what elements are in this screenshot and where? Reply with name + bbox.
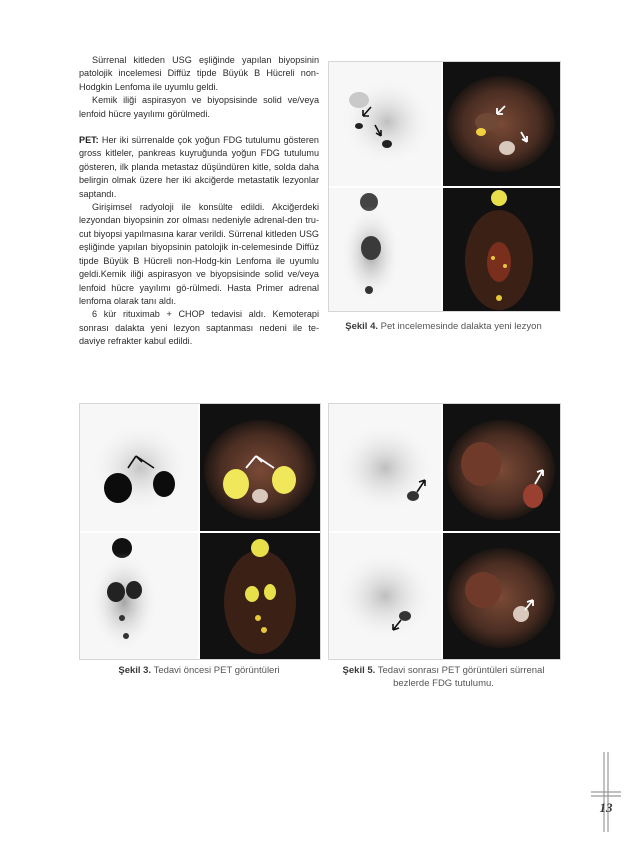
paragraph: Sürrenal kitleden USG eşliğinde yapılan biyopsinin patolojik incelemesi Diffüz tipde Büyük B Hücreli non-Hodgkin Lenfoma ile uyumlu geldi. [79, 55, 319, 92]
figure-3-label: Şekil 3. [118, 665, 152, 676]
figure-4-caption [328, 320, 559, 333]
figure-3-caption [79, 664, 319, 677]
figure-4-caption-text: Pet incelemesinde dalakta yeni lezyon [378, 321, 542, 332]
page-number: 13 [599, 800, 613, 815]
paragraph: Girişimsel radyoloji ile konsülte edildi. Akciğerdeki lezyondan biyopsinin zor olması nedeniyle adrenal-den tru-cut biyopsi yapılmasına karar verildi. Sürrenal kitleden USG eşliğinde yapılan biyopsinin patolojik in-celemesinde Diffüz tipde Büyük B Hücreli non-Hodg-kin Lenfoma ile uyumlu geldi.Kemik iliği aspirasyon ve biyopsisinde solid ve/veya lenfoid hücre yayılımı gö-rülmedi. Hasta Primer adrenal lenfoma olarak tanı aldı. [79, 202, 319, 306]
figure-5-caption [328, 664, 559, 690]
figure-5-caption-text: Tedavi sonrası PET görüntüleri sürrenal bezlerde FDG tutulumu. [375, 665, 545, 689]
paragraph: 6 kür rituximab + CHOP tedavisi aldı. Kemoterapi sonrası dalakta yeni lezyon saptanması nedeni ile te-daviye refrakter kabul edildi. [79, 309, 319, 347]
pet-paragraph [79, 134, 319, 201]
body-text [79, 54, 319, 349]
pet-label: PET: [79, 135, 99, 146]
page-marker-icon [591, 752, 621, 832]
figure-3-image [79, 403, 321, 660]
figure-4-label: Şekil 4. [345, 321, 379, 332]
pet-text: Her iki sürrenalde çok yoğun FDG tutulumu gösteren gross kitleler, pankreas kuyruğunda yoğun FDG tutulumu gösteren, ilk planda metastaz düşündüren kitle, solda daha belirgin olmak üzere her iki akciğerde metastatik lezyonlar saptandı. [79, 135, 319, 199]
figure-4-image [328, 61, 561, 312]
figure-5-image [328, 403, 561, 660]
paragraph: Kemik iliği aspirasyon ve biyopsisinde solid ve/veya lenfoid hücre yayılımı görülmedi. [79, 95, 319, 119]
figure-3-caption-text: Tedavi öncesi PET görüntüleri [151, 665, 280, 676]
figure-5-label: Şekil 5. [342, 665, 376, 676]
